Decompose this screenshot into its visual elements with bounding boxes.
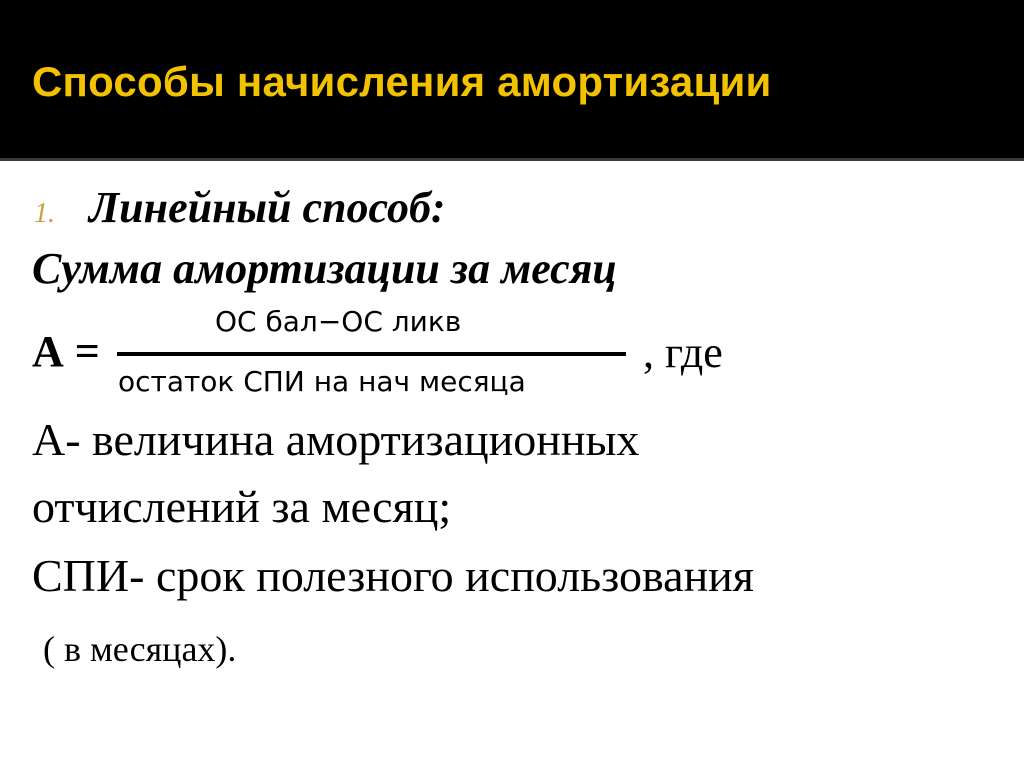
definition-a-line2: отчислений за месяц; [32, 481, 452, 532]
formula-suffix: , где [643, 328, 723, 377]
definition-a-line1: А- величина амортизационных [32, 414, 640, 465]
sum-heading: Сумма амортизации за месяц [32, 244, 617, 293]
formula-denominator: остаток СПИ на нач месяца [118, 365, 526, 398]
list-number: 1. [34, 198, 55, 229]
formula-numerator: ОС бал−ОС ликв [215, 305, 462, 338]
definition-spi: СПИ- срок полезного использования [32, 550, 754, 601]
header-divider [0, 158, 1024, 161]
method-heading: Линейный способ: [89, 183, 446, 232]
slide-title: Способы начисления амортизации [32, 58, 772, 105]
slide-header [0, 0, 1024, 158]
formula-lhs: А = [32, 327, 100, 376]
definition-spi-note: ( в месяцах). [43, 629, 237, 669]
fraction-bar [117, 352, 626, 356]
